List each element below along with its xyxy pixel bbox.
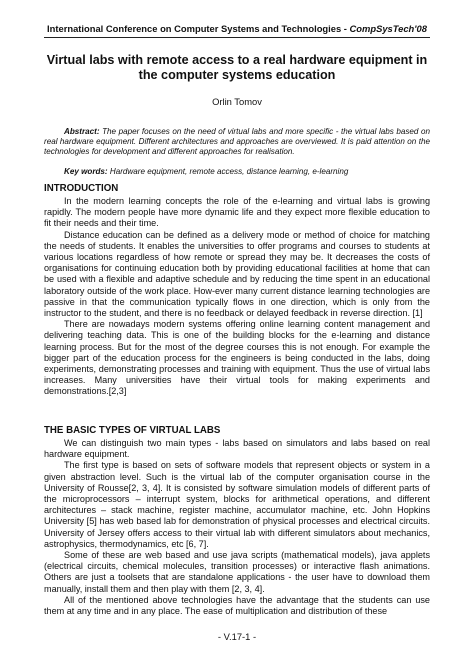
- paragraph: There are nowadays modern systems offering online learning content management and delivering teaching data. This is one of the building blocks for the e-learning and distance learning process. But for the most of the degree courses this is not enough. For example the bigger part of the education process for the engineers is being conducted in the labs, doing experiments, demonstrating processes and training with equipment. Thus the use of virtual labs increases. Many universities have their virtual tools for making experiments and demonstrations.[2,3]: [44, 319, 430, 397]
- section-body-introduction: [44, 196, 430, 398]
- conference-name: International Conference on Computer Systems and Technologies -: [47, 23, 347, 34]
- keywords-text: Hardware equipment, remote access, distance learning, e-learning: [109, 167, 349, 176]
- abstract: [44, 127, 430, 157]
- page-footer: - V.17-1 -: [217, 631, 257, 642]
- section-heading-introduction: INTRODUCTION: [44, 183, 119, 194]
- section-body-basic-types: [44, 438, 430, 617]
- abstract-label: Abstract:: [64, 127, 100, 136]
- paper-title: Virtual labs with remote access to a real hardware equipment in the computer systems education: [46, 53, 428, 82]
- paragraph: All of the mentioned above technologies have the advantage that the students can use them at any time and in any place. The ease of multiplication and distribution of these: [44, 594, 430, 617]
- running-head: [44, 23, 430, 34]
- paragraph: Some of these are web based and use java scripts (mathematical models), java applets (electrical circuits, chemical molecules, transition processes) or interactive flash animations. Others are just a toolsets that are standalone applications - the user have to download them manually, install them and then play with them [2, 3, 4].: [44, 550, 430, 594]
- header-rule: [44, 37, 430, 38]
- paragraph: The first type is based on sets of software models that represent objects or system in a given abstraction level. Such is the virtual lab of the computer organisation course in the University of Rousse[2, 3, 4]. It is consisted by software simulation models of different parts of the microprocessors – interrupt system, blocks for arithmetical operations, and different architectures – stack machine, register machine, accumulator machine, etc. John Hopkins University [5] has web based lab for demonstration of physical processes and electrical circuits. University of Jersey offers access to their virtual lab with different simulators about mechanics, astrophysics, thermodynamics, etc [6, 7].: [44, 460, 430, 549]
- keywords-label: Key words:: [64, 167, 108, 176]
- paragraph: We can distinguish two main types - labs based on simulators and labs based on real hardware equipment.: [44, 438, 430, 460]
- author-name: Orlin Tomov: [212, 96, 262, 107]
- paragraph: In the modern learning concepts the role of the e-learning and virtual labs is growing rapidly. The modern people have more dynamic life and they expect more flexible education to fit their needs and their time.: [44, 196, 430, 229]
- abstract-text: The paper focuses on the need of virtual labs and more specific - the virtual labs based on real hardware equipment. Different architectures and approaches are overviewed. It is paid attention on the technologies for development and different approaches for realisation.: [44, 127, 430, 156]
- section-heading-basic-types: THE BASIC TYPES OF VIRTUAL LABS: [44, 425, 221, 436]
- paragraph: Distance education can be defined as a delivery mode or method of choice for matching the needs of students. It enables the universities to offer programs and courses to students at various locations regardless of how remote or spread they may be. It decreases the costs of organisations for continuing education both by providing educational facilities at home that can be used with a flexible and adaptive schedule and by reducing the time spent in an educational laboratory outside of the work place. How-ever many current distance learning technologies are passive in that the communication typically flows in one direction, which is only from the instructor to the student, and there is no feedback or delayed feedback in reverse direction. [1]: [44, 229, 430, 319]
- conference-abbreviation: CompSysTech'08: [349, 23, 427, 34]
- keywords: [44, 167, 430, 177]
